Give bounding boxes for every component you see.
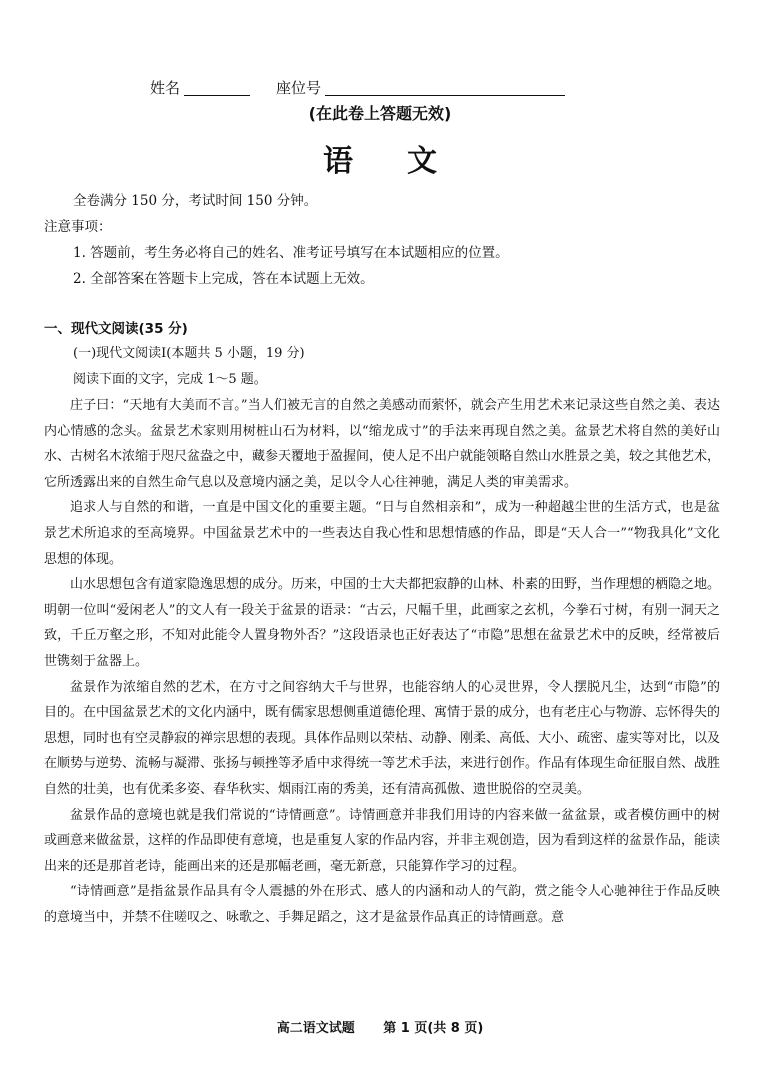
passage-paragraph: 盆景作为浓缩自然的艺术，在方寸之间容纳大千与世界，也能容纳人的心灵世界，令人摆脱凡尘，达到“市隐”的目的。在中国盆景艺术的文化内涵中，既有儒家思想侧重道德伦理、寓情于景的成分，也有老庄心与物游、忘怀得失的思想，同时也有空灵静寂的禅宗思想的表现。具体作品则以荣枯、动静、刚柔、高低、大小、疏密、虚实等对比，以及在顺势与逆势、流畅与凝滞、张扬与顿挫等矛盾中求得统一等艺术手法，来进行创作。作品有体现生命征服自然、战胜自然的壮美，也有优柔多姿、春华秋实、烟雨江南的秀美，还有清高孤傲、遗世脱俗的空灵美。 bbox=[44, 679, 721, 797]
page-title: 语文 bbox=[323, 144, 491, 179]
score-time-line: 全卷满分 150 分，考试时间 150 分钟。 bbox=[73, 193, 318, 209]
candidate-info-line bbox=[150, 72, 610, 98]
passage-paragraph: “诗情画意”是指盆景作品具有令人震撼的外在形式、感人的内涵和动人的气韵，赏之能令人心驰神往于作品反映的意境当中，并禁不住嗟叹之、咏歌之、手舞足蹈之，这才是盆景作品真正的诗情画意。意 bbox=[44, 884, 720, 925]
footer-page-number: 第 1 页(共 8 页) bbox=[383, 1021, 484, 1036]
footer-subject: 高二语文试题 bbox=[276, 1021, 355, 1036]
passage-paragraph: 庄子曰：“天地有大美而不言。”当人们被无言的自然之美感动而萦怀，就会产生用艺术来记录这些自然之美、表达内心情感的念头。盆景艺术家则用树桩山石为材料，以“缩龙成寸”的手法来再现自然之美。盆景艺术将自然的美好山水、古树名木浓缩于咫尺盆盎之中，藏参天覆地于盈握间，使人足不出户就能领略自然山水胜景之美，较之其他艺术，它所透露出来的自然生命气息以及意境内涵之美，足以令人心往神驰，满足人类的审美需求。 bbox=[44, 398, 721, 490]
name-label: 姓名 bbox=[150, 79, 181, 97]
seat-label: 座位号 bbox=[276, 79, 322, 97]
sub-section-heading: (一)现代文阅读Ⅰ(本题共 5 小题，19 分) bbox=[73, 346, 305, 361]
invalid-answer-notice: (在此卷上答题无效) bbox=[308, 104, 452, 123]
passage-paragraph: 追求人与自然的和谐，一直是中国文化的重要主题。“日与自然相亲和”，成为一种超越尘世的生活方式，也是盆景艺术所追求的至高境界。中国盆景艺术中的一些表达自我心性和思想情感的作品，即是“天人合一”“物我具化”文化思想的体现。 bbox=[44, 500, 720, 567]
seat-blank bbox=[325, 77, 565, 96]
notes-title: 注意事项： bbox=[44, 219, 112, 235]
section-heading: 一、现代文阅读(35 分) bbox=[44, 321, 188, 337]
name-blank bbox=[184, 77, 250, 96]
note-item: 1. 答题前，考生务必将自己的姓名、准考证号填写在本试题相应的位置。 bbox=[73, 245, 509, 261]
note-item: 2. 全部答案在答题卡上完成，答在本试题上无效。 bbox=[73, 271, 374, 287]
passage-paragraph: 盆景作品的意境也就是我们常说的“诗情画意”。诗情画意并非我们用诗的内容来做一盆盆景，或者模仿画中的树或画意来做盆景，这样的作品即使有意境，也是重复人家的作品内容，并非主观创造，因为看到这样的盆景作品，能读出来的还是那首老诗，能画出来的还是那幅老画，毫无新意，只能算作学习的过程。 bbox=[44, 807, 721, 874]
page-footer bbox=[0, 1017, 760, 1036]
reading-instruction: 阅读下面的文字，完成 1～5 题。 bbox=[73, 372, 267, 387]
reading-passage bbox=[44, 393, 720, 930]
exam-intro bbox=[44, 188, 724, 292]
passage-paragraph: 山水思想包含有道家隐逸思想的成分。历来，中国的士大夫都把寂静的山林、朴素的田野，当作理想的栖隐之地。明朝一位叫“爱闲老人”的文人有一段关于盆景的语录：“古云，尺幅千里，此画家之玄机，今拳石寸树，有别一洞天之致，千丘万壑之形，不知对此能令人置身物外否？”这段语录也正好表达了“市隐”思想在盆景艺术中的反映，经常被后世镌刻于盆器上。 bbox=[44, 577, 721, 669]
